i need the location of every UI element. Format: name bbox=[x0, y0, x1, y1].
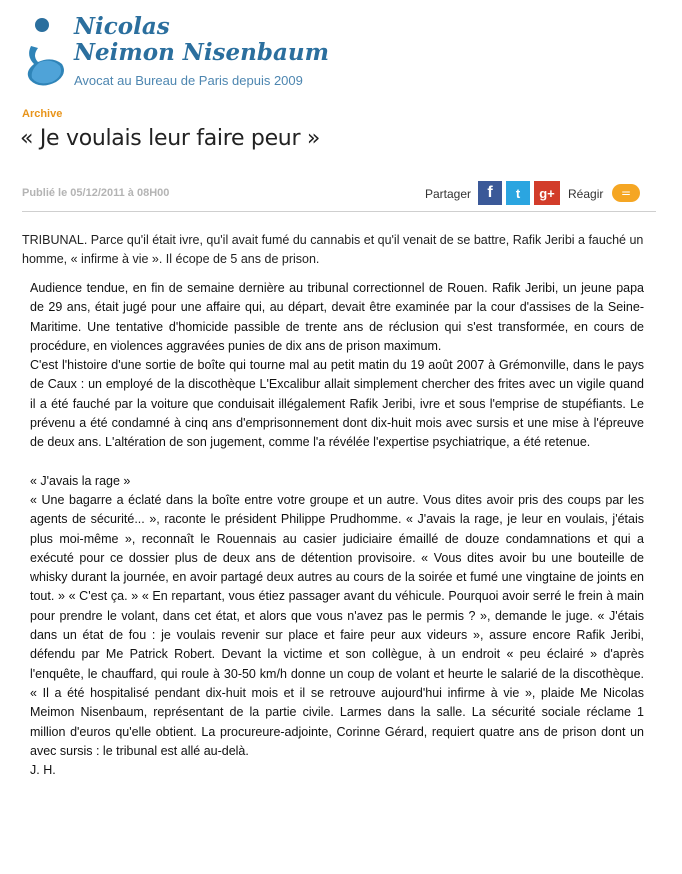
article-title: « Je voulais leur faire peur » bbox=[20, 126, 321, 151]
category-link[interactable]: Archive bbox=[22, 108, 63, 120]
twitter-share-button[interactable] bbox=[506, 181, 530, 205]
meta-divider bbox=[22, 211, 656, 212]
comment-button[interactable] bbox=[612, 184, 640, 202]
article-paragraph: C'est l'histoire d'une sortie de boîte qui tourne mal au petit matin du 19 août 2007 à Grémonville, dans le pays de Caux : un employé de la discothèque L'Excalibur allait simplement chercher des frites avec un vigile quand il a été fauché par la voiture que conduisait illégalement Rafik Jeribi, ivre et sous l'emprise de stupéfiants. Le prévenu a été condamné à cinq ans d'emprisonnement dont dix-huit mois avec sursis et une mise à l'épreuve de deux ans. L'altération de son jugement, comme l'a révélée l'expertise psychiatrique, a été retenue. bbox=[30, 358, 644, 450]
twitter-icon: t bbox=[515, 185, 521, 201]
article-meta-bar bbox=[22, 178, 656, 210]
logo-icon[interactable] bbox=[22, 16, 68, 90]
comment-icon: = bbox=[620, 186, 632, 200]
googleplus-icon: g+ bbox=[539, 185, 555, 201]
article-body bbox=[30, 279, 644, 780]
article-subheading: « J'avais la rage » bbox=[30, 473, 131, 488]
article-signature: J. H. bbox=[30, 763, 56, 778]
article-lead: TRIBUNAL. Parce qu'il était ivre, qu'il avait fumé du cannabis et qu'il venait de se battre, Rafik Jeribi a fauché un homme, « infirme à vie ». Il écope de 5 ans de prison. bbox=[22, 233, 644, 266]
site-header bbox=[22, 12, 662, 96]
share-label: Partager bbox=[425, 187, 472, 201]
googleplus-share-button[interactable] bbox=[534, 181, 560, 205]
publish-date: Publié le 05/12/2011 à 08H00 bbox=[22, 187, 170, 199]
paragraph-spacer bbox=[30, 453, 644, 472]
site-tagline: Avocat au Bureau de Paris depuis 2009 bbox=[74, 73, 303, 88]
facebook-share-button[interactable] bbox=[478, 181, 502, 205]
article-paragraph: Audience tendue, en fin de semaine dernière au tribunal correctionnel de Rouen. Rafik Jeribi, un jeune papa de 29 ans, était jugé pour une affaire qui, au départ, devait être examinée par la cour d'assises de la Seine-Maritime. Une tentative d'homicide passible de trente ans de réclusion qui s'est transformée, en cours de procédure, en violences aggravées punies de dix ans de prison maximum. bbox=[30, 281, 644, 353]
site-name[interactable] bbox=[74, 14, 329, 66]
site-name-line1: Nicolas bbox=[74, 13, 170, 40]
article-paragraph: « Une bagarre a éclaté dans la boîte entre votre groupe et un autre. Vous dites avoir pris des coups par les agents de sécurité... », raconte le président Philippe Prudhomme. « J'avais la rage, je leur en voulais, j'étais plus moi-même », reconnaît le Rouennais au casier judiciaire émaillé de douze condamnations et qui a exécuté pour ce dossier plus de deux ans de détention provisoire. « Vous dites avoir bu une bouteille de whisky durant la journée, en avoir partagé deux autres au cours de la soirée et fumé une vingtaine de joints en tout. » « C'est ça. » « En repartant, vous étiez passager avant du véhicule. Pourquoi avoir serré le frein à main pour prendre le volant, dans cet état, et alors que vous n'avez pas le permis ? », demande le juge. « J'étais dans un état de fou : je voulais revenir sur place et faire peur aux videurs », assure encore Rafik Jeribi, défendu par Me Patrick Robert. Devant la victime et son collègue, à un endroit « peu éclairé » d'après l'enquête, le chauffard, qui roule à 30-50 km/h donne un coup de volant et heurte le salarié de la discothèque. « Il a été hospitalisé pendant dix-huit mois et il se retrouve aujourd'hui infirme à vie », plaide Me Nicolas Meimon Nisenbaum, représentant de la partie civile. Larmes dans la salle. La sécurité sociale réclame 1 million d'euros qu'elle obtient. La procureure-adjointe, Corinne Gérard, requiert quatre ans de prison dont un avec sursis : le tribunal est allé au-delà. bbox=[30, 492, 644, 758]
site-name-line2: Neimon Nisenbaum bbox=[74, 39, 329, 66]
react-label: Réagir bbox=[568, 187, 604, 201]
facebook-icon: f bbox=[487, 184, 493, 201]
